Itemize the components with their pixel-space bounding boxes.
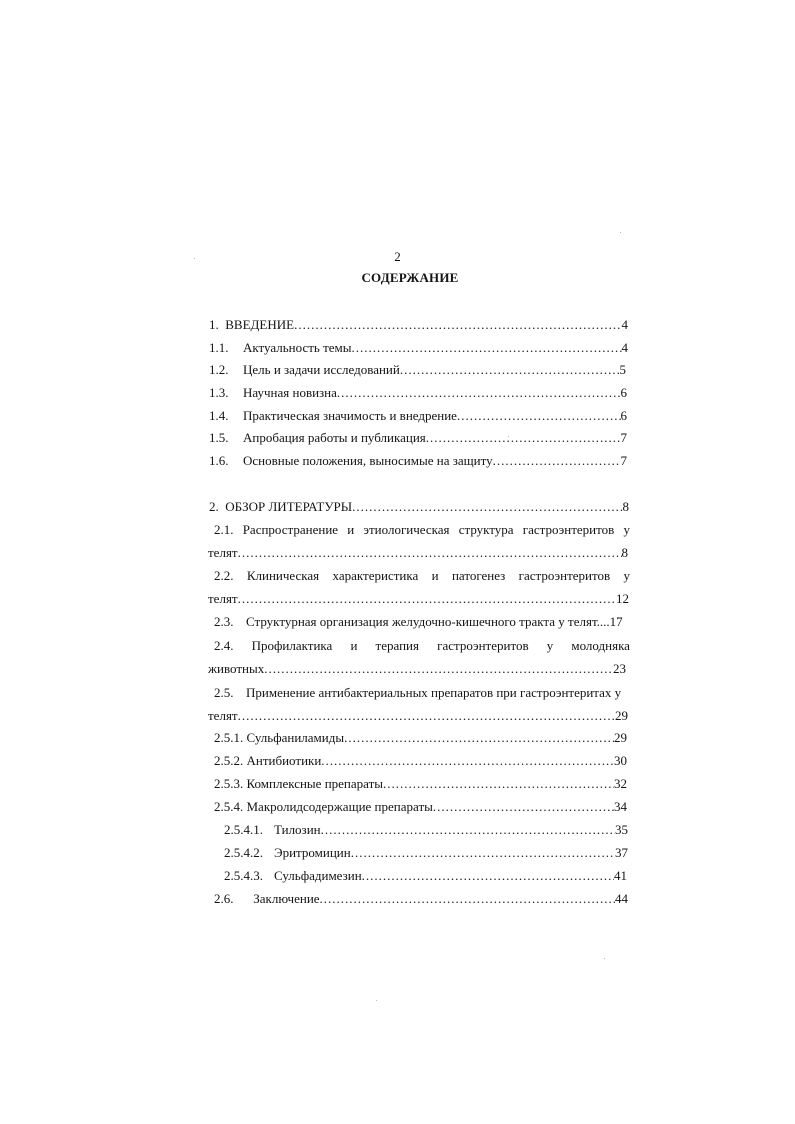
toc-entry-title: Антибиотики — [246, 753, 322, 768]
toc-entry-title: Научная новизна — [243, 385, 337, 400]
toc-entry-1-5 — [209, 428, 627, 448]
toc-leader — [238, 589, 616, 609]
toc-leader — [321, 820, 615, 840]
toc-entry-page: 8 — [621, 545, 628, 560]
toc-entry-title: Практическая значимость и внедрение — [243, 408, 457, 423]
toc-entry-word: гастроэнтеритов — [437, 638, 529, 653]
toc-entry-page: 17 — [609, 614, 623, 629]
toc-entry-number: 2.5. — [214, 685, 234, 700]
toc-entry-number: 1.4. — [209, 408, 229, 423]
toc-entry-2-5-4-3 — [224, 866, 627, 886]
toc-entry-page: 34 — [614, 799, 627, 814]
toc-entry-number: 2.4. — [214, 638, 234, 653]
toc-entry-2-5-cont — [208, 706, 628, 726]
toc-entry-2-2 — [214, 566, 630, 586]
toc-entry-word: Распространение — [242, 522, 339, 537]
toc-leader — [351, 843, 615, 863]
scan-speck — [508, 436, 509, 437]
toc-leader — [493, 451, 621, 471]
toc-entry-2-6 — [214, 889, 628, 909]
toc-entry-page: 4 — [621, 340, 628, 355]
toc-entry-1-3 — [209, 383, 627, 403]
scan-speck — [376, 1000, 377, 1001]
toc-entry-1 — [209, 315, 628, 335]
toc-leader — [433, 797, 614, 817]
toc-entry-title: Структурная организация желудочно-кишечного тракта у телят — [246, 614, 597, 629]
toc-entry-title: Апробация работы и публикация — [243, 430, 426, 445]
toc-entry-page: 6 — [620, 408, 627, 423]
toc-entry-2-5 — [214, 683, 632, 703]
toc-entry-1-4 — [209, 406, 627, 426]
toc-leader — [294, 315, 621, 335]
toc-entry-title: телят — [208, 545, 238, 560]
toc-entry-title: Макролидсодержащие препараты — [246, 799, 433, 814]
toc-entry-number: 1.3. — [209, 385, 229, 400]
toc-entry-page: 7 — [620, 453, 627, 468]
toc-entry-title: Сульфадимезин — [274, 868, 362, 883]
toc-entry-2-5-4-1 — [224, 820, 628, 840]
toc-entry-page: 8 — [622, 499, 629, 514]
toc-leader — [352, 338, 622, 358]
toc-entry-2 — [209, 497, 629, 517]
toc-entry-page: 29 — [615, 708, 628, 723]
toc-leader — [320, 889, 615, 909]
toc-entry-word: патогенез — [451, 568, 506, 583]
toc-entry-word: Профилактика — [251, 638, 333, 653]
page-number: 2 — [394, 249, 401, 264]
toc-entry-number: 1.1. — [209, 340, 229, 355]
toc-leader — [344, 728, 614, 748]
toc-entry-number: 1.6. — [209, 453, 229, 468]
toc-leader — [238, 706, 615, 726]
toc-entry-number: 2.5.4.1. — [224, 822, 263, 837]
toc-entry-title: Цель и задачи исследований — [243, 362, 400, 377]
toc-entry-word: и — [347, 522, 355, 537]
toc-entry-title: Основные положения, выносимые на защиту — [243, 453, 493, 468]
toc-entry-title: Тилозин — [274, 822, 321, 837]
toc-entry-title: ВВЕДЕНИЕ — [225, 317, 295, 332]
toc-leader — [337, 383, 621, 403]
toc-entry-page: 41 — [614, 868, 627, 883]
toc-entry-number: 2.5.4.3. — [224, 868, 263, 883]
scan-speck — [194, 258, 195, 259]
toc-entry-number: 2.1. — [214, 522, 234, 537]
toc-entry-page: 35 — [615, 822, 628, 837]
toc-entry-2-5-4-2 — [224, 843, 628, 863]
toc-entry-2-4 — [214, 636, 630, 656]
toc-entry-title: Применение антибактериальных препаратов при гастроэнтеритах у — [246, 685, 622, 700]
toc-entry-title: телят — [208, 708, 238, 723]
toc-entry-2-5-3 — [214, 774, 627, 794]
toc-entry-1-2 — [209, 360, 626, 380]
toc-entry-2-5-1 — [214, 728, 627, 748]
scan-speck — [620, 232, 621, 233]
toc-entry-page: 30 — [614, 753, 627, 768]
toc-entry-number: 1.2. — [209, 362, 229, 377]
toc-entry-number: 2.5.3. — [214, 776, 244, 791]
toc-leader — [457, 406, 621, 426]
toc-entry-word: терапия — [375, 638, 419, 653]
toc-entry-title: Сульфаниламиды — [246, 730, 345, 745]
toc-entry-1-1 — [209, 338, 628, 358]
toc-entry-title: Актуальность темы — [243, 340, 352, 355]
toc-entry-word: у — [546, 638, 554, 653]
toc-entry-word: у — [623, 522, 630, 537]
toc-entry-title: телят — [208, 591, 238, 606]
toc-entry-1-6 — [209, 451, 627, 471]
toc-entry-word: и — [350, 638, 358, 653]
toc-entry-title: ОБЗОР ЛИТЕРАТУРЫ — [225, 499, 353, 514]
toc-entry-2-2-cont — [208, 589, 629, 609]
toc-entry-page: 7 — [620, 430, 627, 445]
toc-entry-number: 1. — [209, 317, 219, 332]
toc-entry-page: 4 — [621, 317, 628, 332]
toc-entry-page: 12 — [616, 591, 629, 606]
toc-leader — [400, 360, 620, 380]
toc-entry-2-5-2 — [214, 751, 627, 771]
toc-entry-2-3 — [214, 612, 630, 632]
toc-entry-number: 2.6. — [214, 891, 234, 906]
toc-leader: .... — [596, 614, 610, 629]
toc-entry-title: Заключение — [253, 891, 320, 906]
toc-leader — [383, 774, 614, 794]
toc-entry-word: гастроэнтеритов — [518, 568, 611, 583]
toc-entry-2-5-4 — [214, 797, 627, 817]
toc-entry-page: 23 — [613, 661, 626, 676]
toc-entry-number: 2.5.4. — [214, 799, 244, 814]
toc-leader — [426, 428, 621, 448]
toc-leader — [352, 497, 622, 517]
toc-leader — [238, 543, 622, 563]
toc-entry-number: 2.5.4.2. — [224, 845, 263, 860]
toc-entry-page: 29 — [614, 730, 627, 745]
toc-entry-title: животных — [208, 661, 265, 676]
toc-entry-page: 6 — [620, 385, 627, 400]
toc-entry-word: и — [431, 568, 439, 583]
toc-entry-number: 2.3. — [214, 614, 234, 629]
toc-entry-word: характеристика — [332, 568, 419, 583]
toc-entry-title: Эритромицин — [274, 845, 351, 860]
toc-entry-2-4-cont — [208, 659, 626, 679]
toc-entry-number: 2.5.2. — [214, 753, 244, 768]
toc-entry-title: Комплексные препараты — [246, 776, 383, 791]
toc-entry-number: 2.5.1. — [214, 730, 244, 745]
toc-leader — [362, 866, 614, 886]
toc-entry-number: 2. — [209, 499, 219, 514]
toc-entry-page: 5 — [619, 362, 626, 377]
toc-entry-word: структура — [458, 522, 514, 537]
toc-entry-number: 1.5. — [209, 430, 229, 445]
page-title: СОДЕРЖАНИЕ — [361, 270, 459, 285]
toc-entry-page: 32 — [614, 776, 627, 791]
toc-entry-2-1 — [214, 520, 630, 540]
toc-entry-page: 44 — [615, 891, 628, 906]
scan-speck — [604, 958, 605, 959]
toc-entry-page: 37 — [615, 845, 628, 860]
toc-leader — [321, 751, 614, 771]
toc-entry-2-1-cont — [208, 543, 628, 563]
toc-entry-word: гастроэнтеритов — [522, 522, 615, 537]
toc-entry-number: 2.2. — [214, 568, 234, 583]
toc-entry-word: молодняка — [571, 638, 630, 653]
toc-entry-word: Клиническая — [246, 568, 320, 583]
toc-entry-word: у — [623, 568, 630, 583]
toc-entry-word: этиологическая — [363, 522, 450, 537]
toc-leader — [264, 659, 613, 679]
